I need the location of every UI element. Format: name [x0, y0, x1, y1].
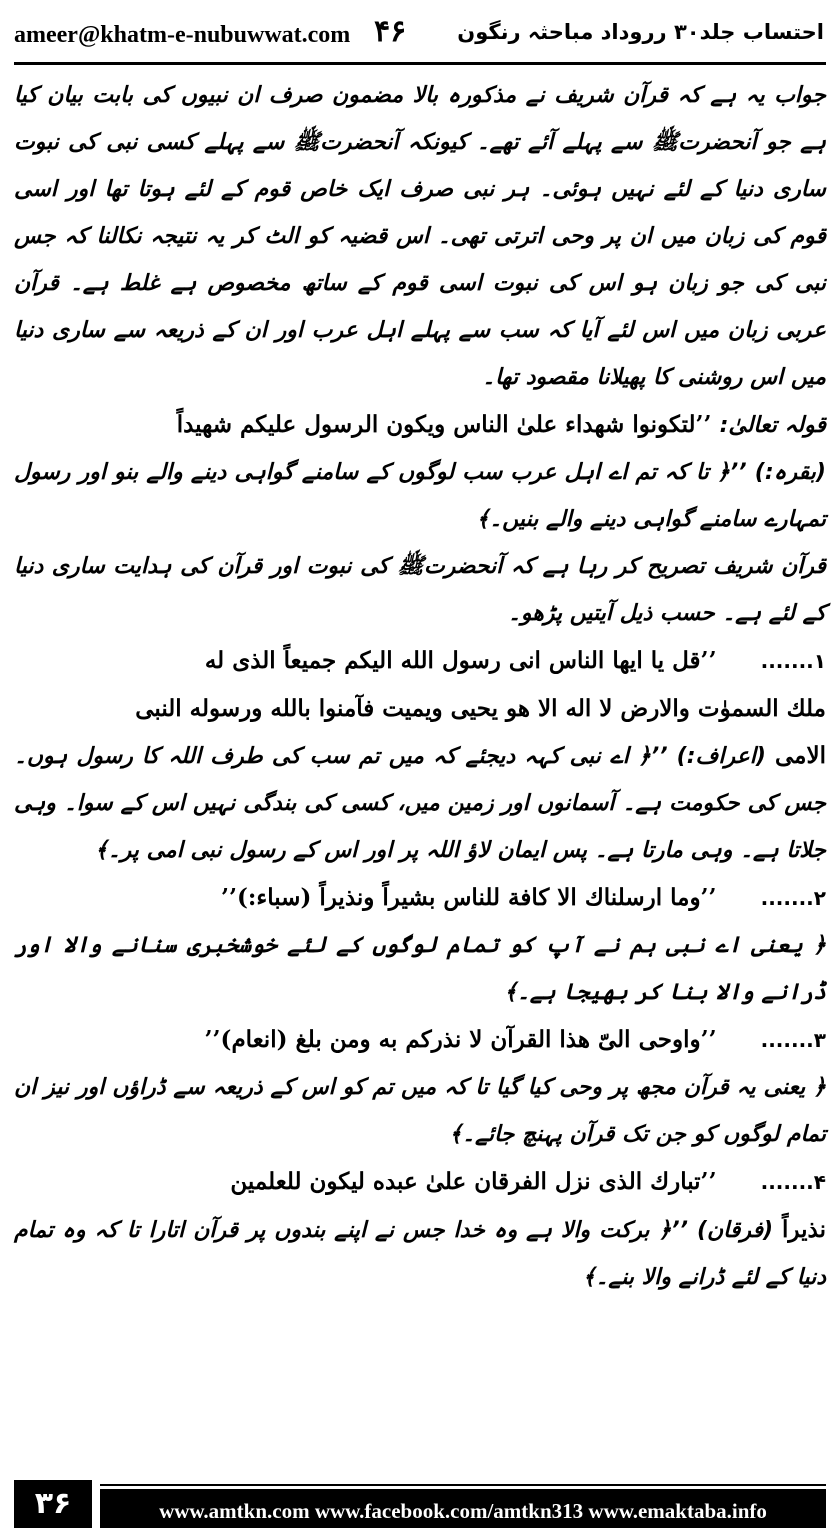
verse-1-reference: (اعراف:)	[676, 744, 766, 769]
verse-2-arabic	[14, 874, 826, 922]
verse-1-arabic-line-2: ملك السموٰت والارض لا اله الا هو يحيى ويميت فآمنوا بالله ورسوله النبى	[135, 695, 826, 722]
verse-1-number: ۱.......	[760, 649, 826, 673]
footer-page-number: ۳۶	[14, 1480, 92, 1528]
verse-4-arabic-text-2: نذيراً	[782, 1216, 826, 1243]
verse-2-urdu: ﴿ یعنی اے نبی ہم نے آپ کو تمام لوگوں کے لئے خوشخبری سنانے والا اور ڈرانے والا بنا کر بھیجا ہے۔﴾	[14, 933, 826, 1005]
verse-4-arabic-text: ’’تبارك الذى نزل الفرقان علىٰ عبده ليكون للعلمين	[230, 1168, 717, 1195]
header-email: ameer@khatm-e-nubuwwat.com	[14, 22, 351, 48]
quote-label: قولہ تعالیٰ:	[719, 413, 826, 438]
verse-2-number: ۲.......	[760, 886, 826, 910]
verse-1-arabic-text-3: الامى	[774, 742, 826, 769]
header-page-number: ۴۶	[374, 14, 407, 49]
verse-4-number: ۴.......	[760, 1170, 826, 1194]
quote-urdu: ’’﴿ تا کہ تم اے اہل عرب سب لوگوں کے سامنے گواہی دینے والے بنو اور رسول تمہارے سامنے گواہی دینے والے بنیں۔﴾	[14, 460, 826, 532]
paragraph-answer: جواب یہ ہے کہ قرآن شریف نے مذکورہ بالا مضمون صرف ان نبیوں کی بابت بیان کیا ہے جو آنحضرتﷺ سے پہلے آئے تھے۔ کیونکہ آنحضرتﷺ سے پہلے کسی نبی کی نبوت ساری دنیا کے لئے نہیں ہوئی۔ ہر نبی صرف ایک خاص قوم کے لئے ہوتا تھا اور اسی قوم کی زبان میں ان پر وحی اترتی تھی۔ اس قضیہ کو الٹ کر یہ نتیجہ نکالنا کہ جس نبی کی جو زبان ہو اس کی نبوت اسی قوم کے ساتھ مخصوص ہے غلط ہے۔ قرآن عربی زبان میں اس لئے آیا کہ سب سے پہلے اہل عرب اور ان کے ذریعہ سے ساری دنیا میں اس روشنی کا پھیلانا مقصود تھا۔	[14, 83, 826, 390]
verse-1-arabic-text-1: ’’قل يا ايها الناس انى رسول الله اليكم جميعاً الذى له	[204, 647, 717, 674]
verse-2-arabic-text: ’’وما ارسلناك الا كافة للناس بشيراً ونذيراً (سباء:)’’	[221, 884, 717, 911]
verse-1-translation	[14, 732, 826, 874]
verse-4-reference: (فرقان)	[696, 1218, 774, 1243]
quote-baqarah	[14, 401, 826, 449]
verse-4-urdu: ’’﴿ برکت والا ہے وہ خدا جس نے اپنے بندوں پر قرآن اتارا تا کہ وہ تمام دنیا کے لئے ڈرانے والا بنے۔﴾	[14, 1218, 826, 1290]
header-book-title: احتساب جلد۳۰ رروداد مباحثہ رنگون	[457, 20, 824, 44]
verse-3-urdu: ﴿ یعنی یہ قرآن مجھ پر وحی کیا گیا تا کہ میں تم کو اس کے ذریعہ سے ڈراؤں اور نیز ان تمام لوگوں کو جن تک قرآن پہنچ جائے۔﴾	[14, 1075, 826, 1147]
quote-arabic: ’’لتكونوا شهداء علىٰ الناس ويكون الرسول عليكم شهيداً	[176, 411, 712, 438]
footer-rule-thin	[100, 1484, 826, 1486]
paragraph-proclamation: قرآن شریف تصریح کر رہا ہے کہ آنحضرتﷺ کی نبوت اور قرآن کی ہدایت ساری دنیا کے لئے ہے۔ حسب ذیل آیتیں پڑھو۔	[14, 554, 826, 626]
verse-3-arabic	[14, 1016, 826, 1064]
footer-website-links[interactable]: www.amtkn.com www.facebook.com/amtkn313 www.emaktaba.info	[100, 1494, 826, 1528]
verse-1-arabic-line-1	[14, 637, 826, 685]
quote-reference: (بقرہ:)	[754, 460, 826, 485]
header-rule	[14, 62, 826, 65]
quote-translation	[14, 449, 826, 543]
verse-1-urdu: ’’﴿ اے نبی کہہ دیجئے کہ میں تم سب کی طرف اللہ کا رسول ہوں۔ جس کی حکومت ہے۔ آسمانوں اور زمین میں، کسی کی بندگی نہیں اس کے سوا۔ وہی جلاتا ہے۔ وہی مارتا ہے۔ پس ایمان لاؤ اللہ پر اور اس کے رسول نبی امی پر۔﴾	[14, 744, 826, 863]
verse-4-arabic	[14, 1158, 826, 1206]
page-body	[14, 72, 826, 1301]
verse-3-arabic-text: ’’واوحى الىّ هذا القرآن لا نذركم به ومن بلغ (انعام)’’	[204, 1026, 717, 1053]
verse-3-number: ۳.......	[760, 1028, 826, 1052]
page-header	[14, 14, 826, 58]
verse-4-translation	[14, 1206, 826, 1301]
